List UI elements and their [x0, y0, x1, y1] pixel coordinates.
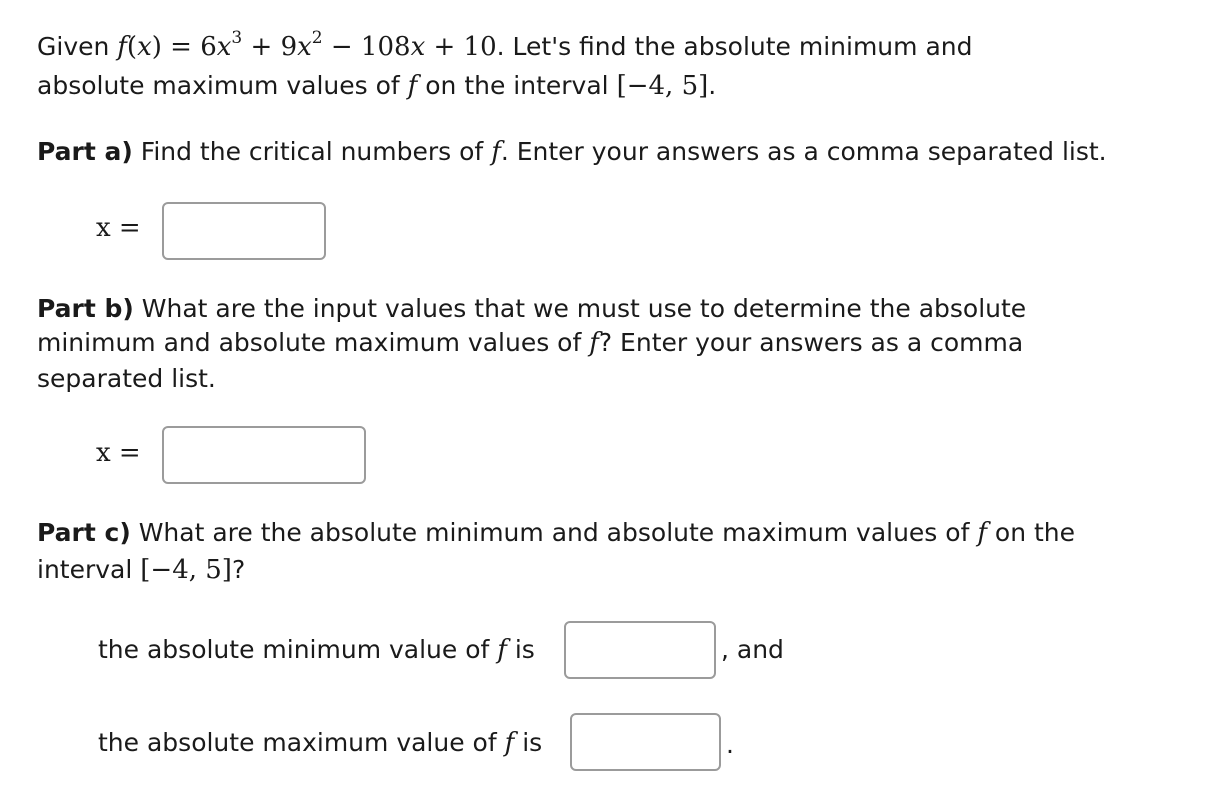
part-b-label: Part b)	[37, 294, 134, 323]
part-c-line1-before-f: What are the absolute minimum and absolute maximum values of	[138, 518, 970, 547]
min-label-before-f: the absolute minimum value of	[98, 635, 490, 664]
max-suffix-text: .	[726, 730, 734, 759]
part-c-line2-after: ?	[231, 555, 246, 584]
intro-on-interval-text: on the interval	[425, 71, 609, 100]
part-c-line-2	[37, 552, 245, 588]
part-c-label: Part c)	[37, 518, 131, 547]
interval-expression: [−4, 5]	[616, 71, 709, 101]
part-b-line1-text: What are the input values that we must use to determine the absolute	[141, 294, 1027, 323]
intro-line-1	[37, 29, 972, 65]
intro-period: .	[708, 71, 717, 100]
f-symbol: f	[589, 328, 599, 358]
intro-line2-text: absolute maximum values of	[37, 71, 400, 100]
part-b-line-3	[37, 361, 216, 396]
part-b-line2-after-f: ? Enter your answers as a comma	[598, 328, 1024, 357]
part-a-answer-label: x =	[96, 213, 141, 243]
intro-line-2	[37, 68, 716, 104]
part-b-line2-before-f: minimum and absolute maximum values of	[37, 328, 582, 357]
part-c-line2-before: interval	[37, 555, 133, 584]
part-a-answer-label-row	[96, 213, 141, 243]
part-a-question	[37, 134, 1107, 170]
f-symbol: f	[491, 137, 501, 167]
part-a-label: Part a)	[37, 137, 133, 166]
part-b-line3-text: separated list.	[37, 364, 216, 393]
part-c-line-1	[37, 515, 1075, 551]
f-symbol: f	[504, 728, 515, 758]
min-suffix-text: , and	[721, 635, 784, 664]
part-b-answer-label-row	[96, 438, 141, 468]
max-label-after-f: is	[522, 728, 543, 757]
max-label-before-f: the absolute maximum value of	[98, 728, 497, 757]
f-symbol: f	[977, 518, 987, 548]
part-a-text-before-f: Find the critical numbers of	[140, 137, 484, 166]
part-b-answer-input[interactable]	[162, 426, 366, 484]
part-b-line-1	[37, 291, 1026, 326]
min-suffix	[721, 632, 784, 667]
function-expression: $f(x) = 6x^3 + 9x^2 - 108x + 10$	[117, 28, 497, 62]
min-value-label	[98, 632, 535, 668]
intro-text-after-expr: . Let's find the absolute minimum and	[496, 32, 973, 61]
part-a-answer-input[interactable]	[162, 202, 326, 260]
min-label-after-f: is	[514, 635, 535, 664]
absolute-maximum-input[interactable]	[570, 713, 721, 771]
f-symbol: f	[407, 71, 418, 101]
part-a-text-after-f: . Enter your answers as a comma separated list.	[500, 137, 1107, 166]
interval-expression: [−4, 5]	[140, 555, 232, 585]
part-b-answer-label: x =	[96, 438, 141, 468]
max-suffix	[726, 727, 734, 762]
intro-given-text: Given	[37, 32, 110, 61]
f-symbol: f	[497, 635, 507, 665]
max-value-label	[98, 725, 542, 761]
part-c-line1-after-f: on the	[994, 518, 1076, 547]
absolute-minimum-input[interactable]	[564, 621, 716, 679]
part-b-line-2	[37, 325, 1023, 361]
